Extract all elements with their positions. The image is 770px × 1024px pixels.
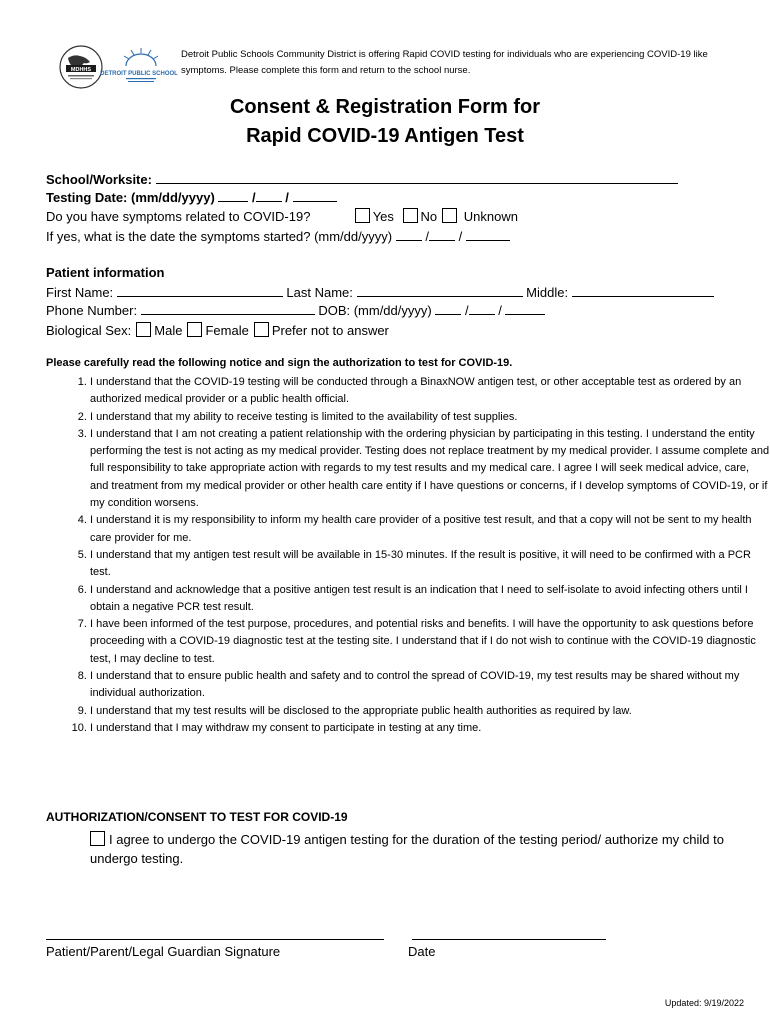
first-name-field[interactable] — [117, 285, 283, 297]
sex-female-checkbox[interactable] — [187, 322, 202, 337]
notice-item: 3. I understand that I am not creating a patient relationship with the ordering physician by participating in this testing. I understand the entity performing the test is not acting as my medical provider. Testing does not replace treatment by my medical provider. I assume complete and full responsibility to take appropriate action with regards to my test results and my medical care. I agree I will seek medical advice, care, and treatment from my medical provider or other health care entity if I have questions or concerns, if I develop symptoms of COVID-19, or if my condition worsens. — [90, 426, 770, 512]
symptoms-date-year-field[interactable] — [466, 229, 510, 241]
last-name-label: Last Name: — [286, 285, 353, 300]
form-title-line2: Rapid COVID-19 Antigen Test — [246, 125, 524, 147]
symptoms-row — [46, 208, 518, 224]
middle-label: Middle: — [526, 285, 569, 300]
phone-label: Phone Number: — [46, 303, 138, 318]
date-line[interactable] — [412, 939, 606, 940]
phone-dob-row: Phone Number: DOB: (mm/dd/yyyy) / / — [46, 303, 545, 318]
agree-row — [90, 830, 730, 868]
symptoms-yes-checkbox[interactable] — [355, 208, 370, 223]
agree-text: I agree to undergo the COVID-19 antigen testing for the duration of the testing period/ authorize my child to undergo testing. — [90, 832, 724, 866]
sex-prefer-not-label: Prefer not to answer — [271, 323, 389, 338]
authorization-heading: AUTHORIZATION/CONSENT TO TEST FOR COVID-19 — [46, 810, 348, 824]
notice-item: 10. I understand that I may withdraw my consent to participate in testing at any time. — [90, 720, 770, 737]
notice-item: 2. I understand that my ability to receive testing is limited to the availability of test supplies. — [90, 409, 770, 426]
dpscd-logo — [100, 48, 178, 82]
bio-sex-row — [46, 322, 389, 338]
phone-field[interactable] — [141, 303, 315, 315]
name-row — [46, 285, 714, 300]
notice-item: 7. I have been informed of the test purpose, procedures, and potential risks and benefits. I will have the opportunity to ask questions before proceeding with a COVID-19 diagnostic test at the testing site. I understand that if I do not wish to continue with the COVID-19 diagnostic test, I may decline to test. — [90, 616, 770, 668]
notice-item: 9. I understand that my test results will be disclosed to the appropriate public health authorities as required by law. — [90, 703, 770, 720]
testing-date-label: Testing Date: (mm/dd/yyyy) — [46, 190, 215, 205]
sex-male-label: Male — [154, 323, 183, 338]
symptoms-yes-label: Yes — [372, 209, 394, 224]
svg-text:DETROIT PUBLIC SCHOOLS: DETROIT PUBLIC SCHOOLS — [100, 71, 178, 77]
symptoms-date-row: If yes, what is the date the symptoms started? (mm/dd/yyyy) / / — [46, 229, 510, 244]
symptoms-question: Do you have symptoms related to COVID-19? — [46, 209, 311, 224]
last-name-field[interactable] — [357, 285, 523, 297]
middle-field[interactable] — [572, 285, 714, 297]
sex-prefer-not-checkbox[interactable] — [254, 322, 269, 337]
agree-checkbox[interactable] — [90, 831, 105, 846]
testing-date-year-field[interactable] — [293, 190, 337, 202]
notice-item: 6. I understand and acknowledge that a positive antigen test result is an indication that I need to self-isolate to avoid infecting others until I obtain a negative PCR test result. — [90, 582, 770, 617]
first-name-label: First Name: — [46, 285, 114, 300]
school-row — [46, 172, 678, 187]
header-logos — [58, 44, 178, 90]
svg-text:MDHHS: MDHHS — [70, 67, 92, 73]
school-field[interactable] — [156, 172, 678, 184]
dob-label: DOB: (mm/dd/yyyy) — [318, 303, 432, 318]
notice-item: 1. I understand that the COVID-19 testing will be conducted through a BinaxNOW antigen test, or other acceptable test as ordered by an authorized medical provider or a public health official. — [90, 374, 770, 409]
testing-date-day-field[interactable] — [256, 190, 282, 202]
sex-male-checkbox[interactable] — [136, 322, 151, 337]
symptoms-date-day-field[interactable] — [429, 229, 455, 241]
symptoms-unknown-label: Unknown — [463, 209, 518, 224]
sex-female-label: Female — [205, 323, 249, 338]
notice-item: 8. I understand that to ensure public health and safety and to control the spread of COVID-19, my test results may be shared without my individual authorization. — [90, 668, 770, 703]
signature-line[interactable] — [46, 939, 384, 940]
notice-item: 4. I understand it is my responsibility to inform my health care provider of a positive test result, and that a copy will not be sent to my health care provider for me. — [90, 512, 770, 547]
form-title-line1: Consent & Registration Form for — [229, 96, 540, 118]
symptoms-no-checkbox[interactable] — [403, 208, 418, 223]
notice-heading: Please carefully read the following notice and sign the authorization to test for COVID-19. — [46, 357, 513, 369]
mdhhs-logo — [60, 46, 102, 88]
bio-sex-label: Biological Sex: — [46, 323, 132, 338]
testing-date-row: Testing Date: (mm/dd/yyyy) / / — [46, 190, 337, 205]
notice-list — [46, 374, 770, 737]
intro-text: Detroit Public Schools Community District is offering Rapid COVID testing for individuals who are experiencing COVID-19 like symptoms. Please complete this form and return to the school nurse. — [181, 49, 708, 76]
school-label: School/Worksite: — [46, 172, 152, 187]
date-label: Date — [408, 944, 436, 959]
symptoms-date-month-field[interactable] — [396, 229, 422, 241]
symptoms-no-label: No — [420, 209, 438, 224]
patient-info-heading: Patient information — [46, 265, 165, 280]
dob-year-field[interactable] — [505, 303, 545, 315]
notice-item: 5. I understand that my antigen test result will be available in 15-30 minutes. If the result is positive, it will need to be confirmed with a PCR test. — [90, 547, 770, 582]
testing-date-month-field[interactable] — [218, 190, 248, 202]
updated-date: Updated: 9/19/2022 — [664, 998, 744, 1008]
dob-day-field[interactable] — [469, 303, 495, 315]
symptoms-date-label: If yes, what is the date the symptoms started? (mm/dd/yyyy) — [46, 229, 393, 244]
dob-month-field[interactable] — [435, 303, 461, 315]
signature-label: Patient/Parent/Legal Guardian Signature — [46, 944, 281, 959]
symptoms-unknown-checkbox[interactable] — [442, 208, 457, 223]
